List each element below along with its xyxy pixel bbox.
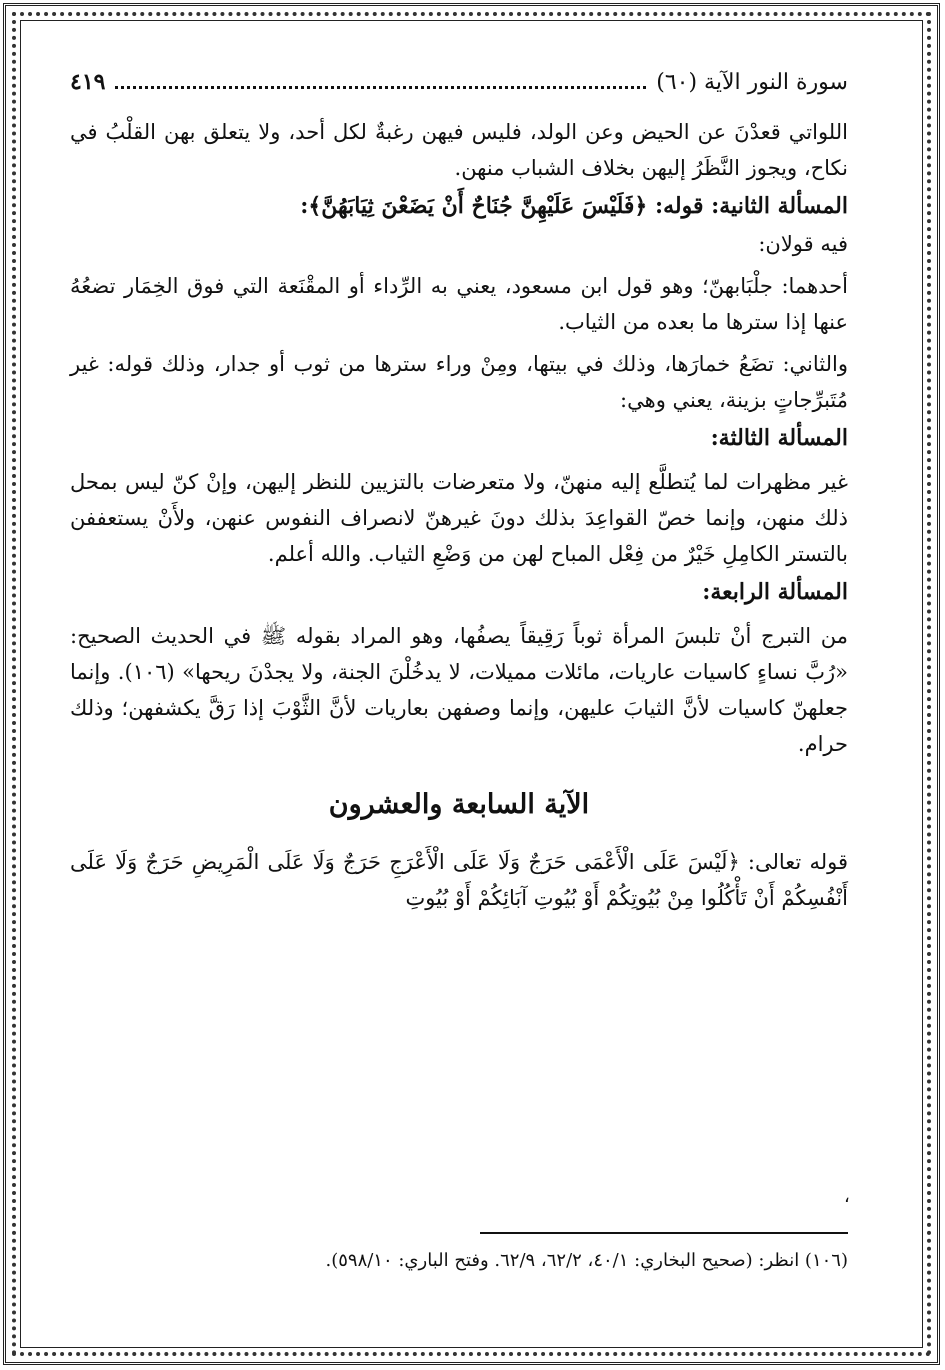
- footnote-divider: [480, 1232, 848, 1234]
- heading-question-3: المسألة الثالثة:: [710, 425, 848, 451]
- paragraph: قوله تعالى: ﴿لَيْسَ عَلَى الْأَعْمَى حَرَجٌ وَلَا عَلَى الْأَعْرَجِ حَرَجٌ وَلَا عَلَى الْمَرِيضِ حَرَجٌ وَلَا عَلَى أَنْفُسِكُمْ أَنْ تَأْكُلُوا مِنْ بُيُوتِكُمْ أَوْ بُيُوتِ آبَائِكُمْ أَوْ بُيُوتِ: [70, 850, 848, 910]
- heading-question-2: المسألة الثانية: قوله: ﴿فَلَيْسَ عَلَيْهِنَّ جُنَاحٌ أَنْ يَضَعْنَ ثِيَابَهُنَّ﴾:: [300, 193, 848, 219]
- section-title: الآية السابعة والعشرون: [328, 789, 590, 820]
- running-header: [70, 62, 848, 102]
- paragraph: من التبرج أنْ تلبسَ المرأة ثوباً رَقِيقاً يصفُها، وهو المراد بقوله ﷺ في الحديث الصحيح: «رُبَّ نساءٍ كاسيات عاريات، مائلات مميلات، لا يدخُلْنَ الجنة، ولا يجدْنَ ريحها» (١٠٦). وإنما جعلهنّ كاسيات لأنَّ الثيابَ عليهن، وإنما وصفهن بعاريات لأنَّ الثَّوْبَ إذا رَقَّ يكشفهن؛ وذلك حرام.: [70, 624, 849, 756]
- paragraph: أحدهما: جلْبَابهنّ؛ وهو قول ابن مسعود، يعني به الرِّداء أو المقْنَعة التي فوق الخِمَار تضعُهُ عنها إذا سترها ما بعده من الثياب.: [70, 274, 848, 334]
- margin-mark: ،: [844, 1186, 850, 1207]
- paragraph: فيه قولان:: [758, 232, 848, 256]
- paragraph: غير مظهرات لما يُتطلَّع إليه منهنّ، ولا متعرضات بالتزيين للنظر إليهن، وإنْ كنّ ليس بمحل ذلك منهن، وإنما خصّ القواعِدَ بذلك دونَ غيرهنّ لانصراف النفوس عنهن، ولأَنْ يستعففن بالتستر الكامِلِ خَيْرٌ من فِعْل المباح لهن من وَضْعِ الثياب. والله أعلم.: [70, 470, 848, 566]
- header-dot-leader: [115, 76, 646, 89]
- heading-question-4: المسألة الرابعة:: [702, 579, 848, 605]
- header-title: سورة النور الآية (٦٠): [656, 69, 848, 95]
- page-content: [70, 62, 848, 1312]
- paragraph: اللواتي قعدْنَ عن الحيض وعن الولد، فليس فيهن رغبةٌ لكل أحد، ولا يتعلق بهن القلْبُ في نكاح، ويجوز النَّظَرُ إليهن بخلاف الشباب منهن.: [70, 120, 848, 180]
- page-number: ٤١٩: [70, 69, 106, 95]
- footnote: (١٠٦) انظر: (صحيح البخاري: ٤٠/١، ٦٢/٢، ٦٢/٩. وفتح الباري: ٥٩٨/١٠).: [325, 1250, 848, 1271]
- paragraph: والثاني: تضَعُ خمارَها، وذلك في بيتها، ومِنْ وراء سترها من ثوب أو جدار، وذلك قوله: غير مُتَبرِّجاتٍ بزينة، يعني وهي:: [70, 352, 848, 412]
- body-text: [70, 114, 848, 916]
